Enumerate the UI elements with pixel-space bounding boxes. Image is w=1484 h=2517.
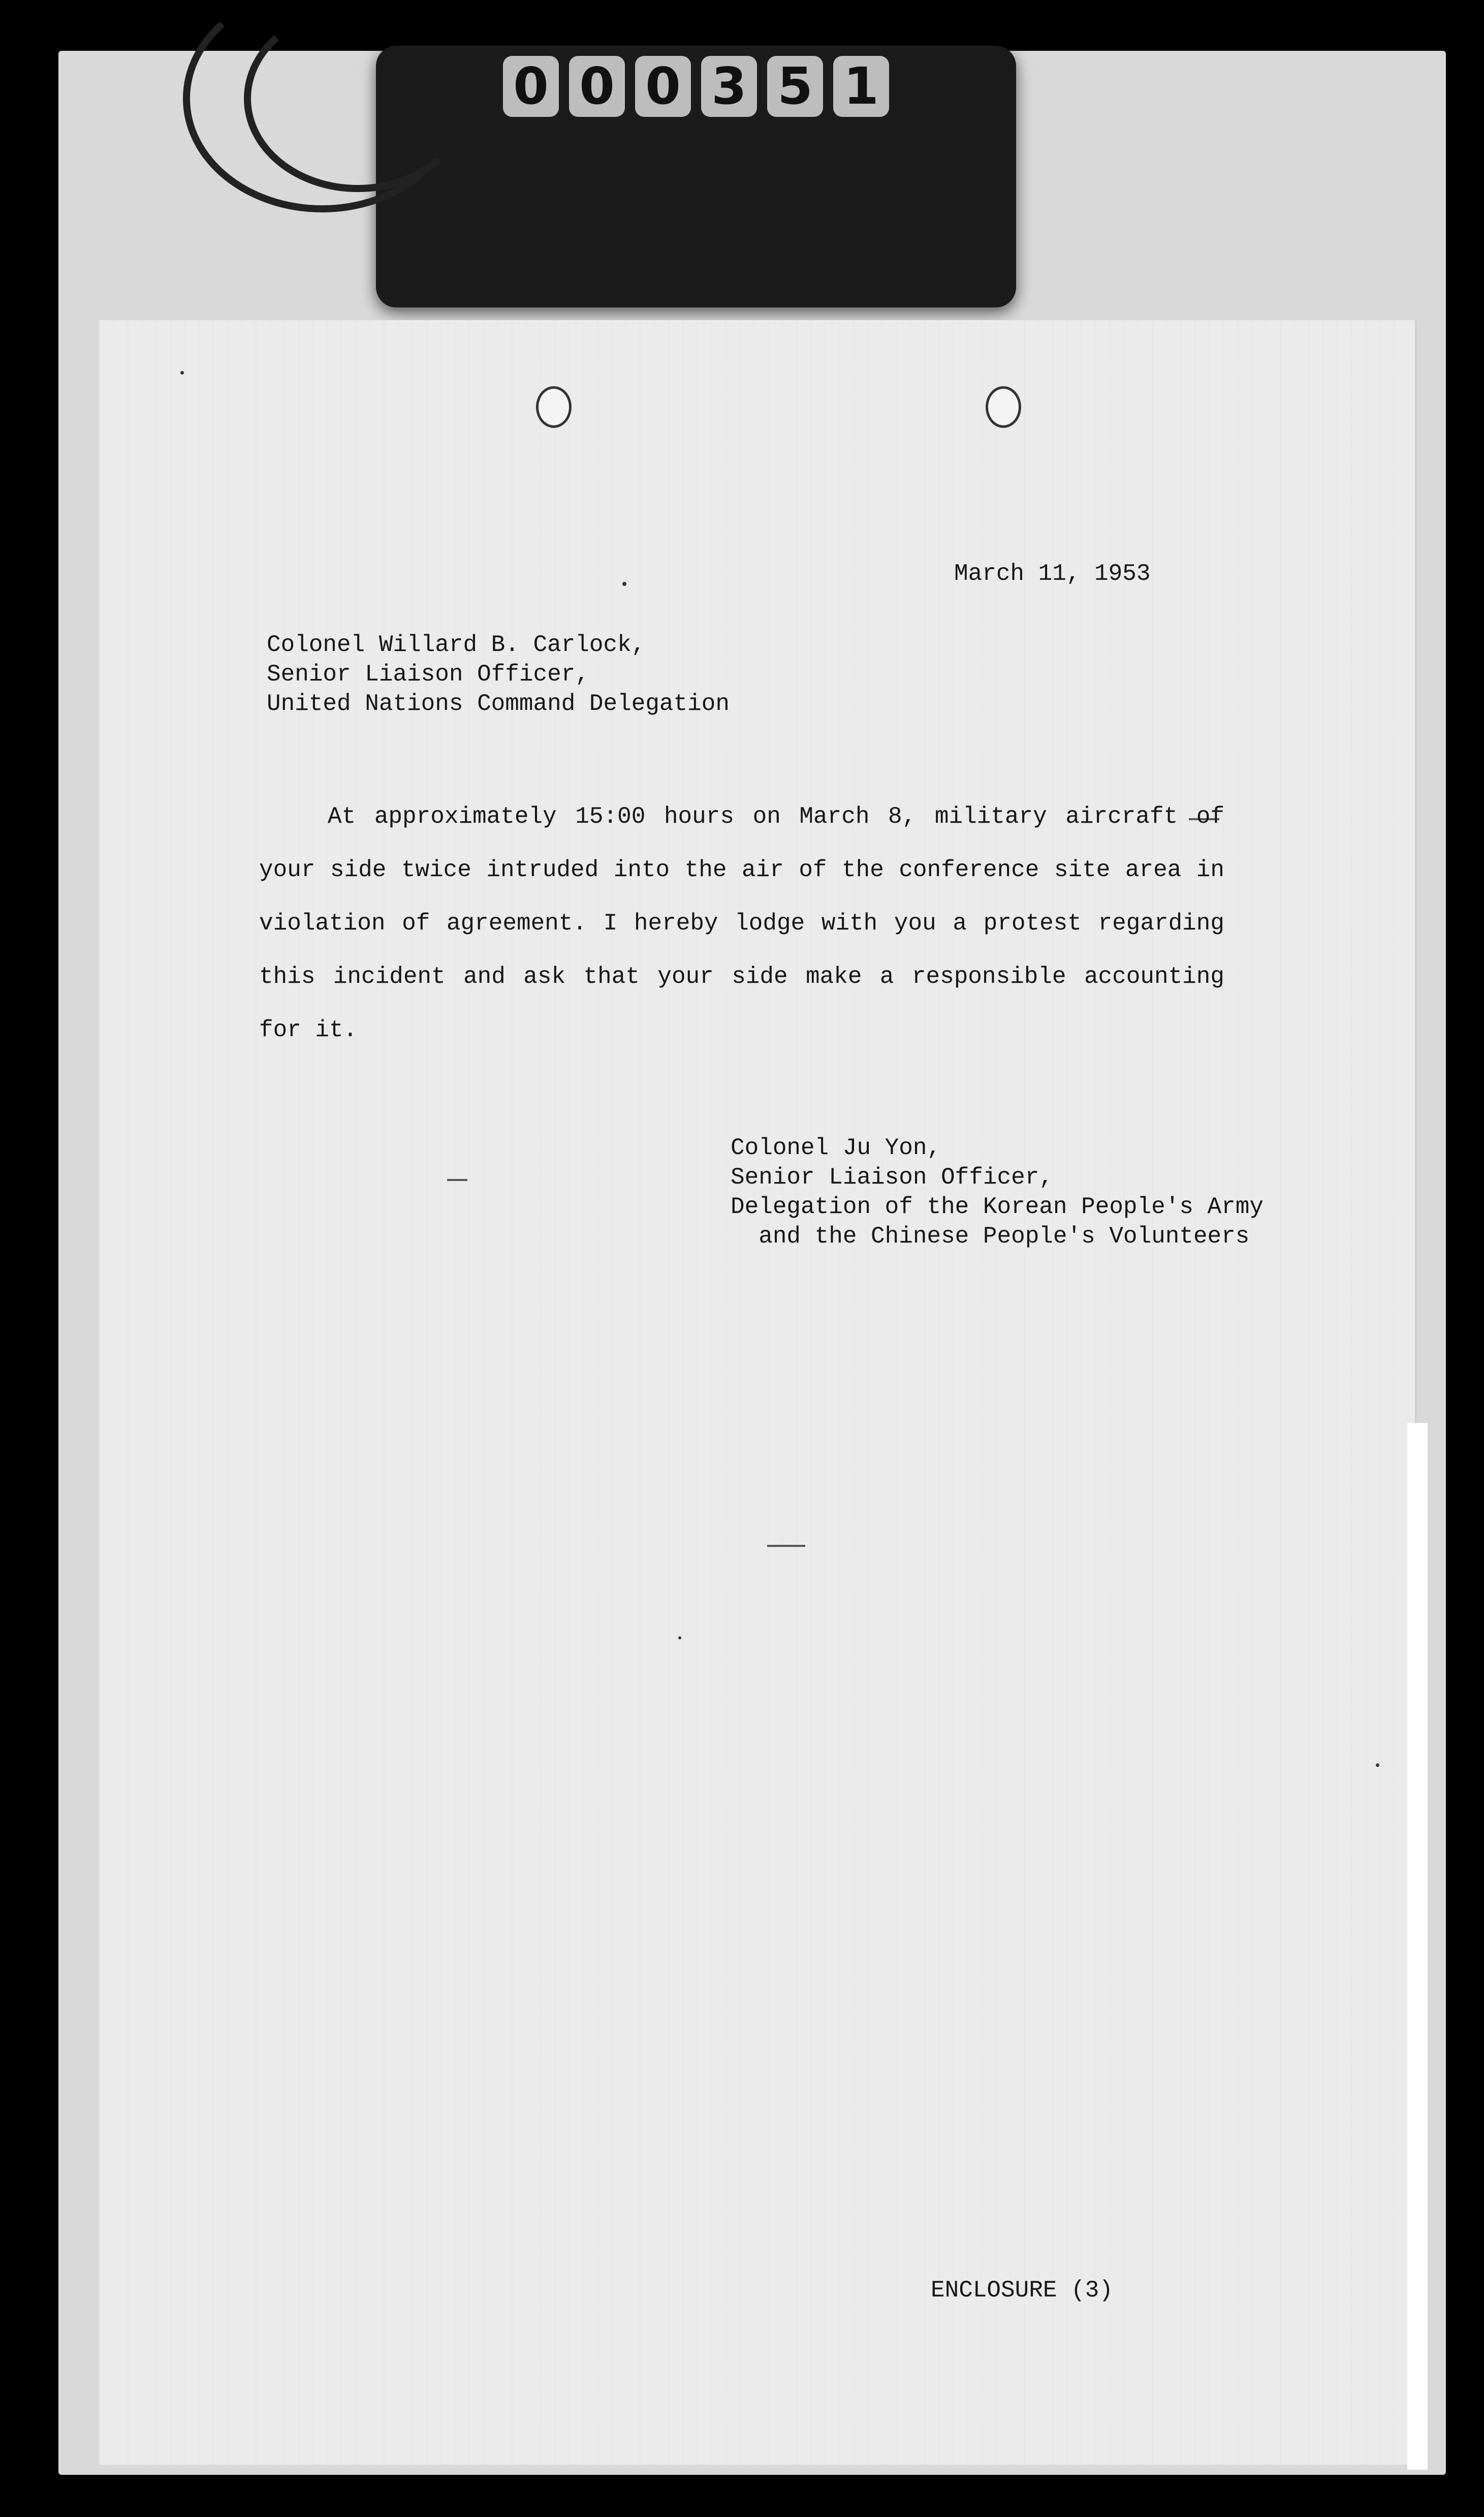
enclosure-label: ENCLOSURE (3) [931, 2277, 1113, 2304]
letter-date: March 11, 1953 [954, 561, 1151, 587]
counter-digit: 0 [569, 56, 625, 117]
page-edge [1407, 1423, 1428, 2470]
signatory-title: Senior Liaison Officer, [731, 1164, 1053, 1191]
addressee-organization: United Nations Command Delegation [267, 691, 730, 717]
stray-mark [447, 1179, 467, 1181]
signatory-name: Colonel Ju Yon, [731, 1135, 941, 1161]
speck [678, 1636, 681, 1639]
signatory-delegation: Delegation of the Korean People's Army [731, 1194, 1264, 1220]
frame-counter [376, 46, 1016, 307]
punch-hole [536, 386, 572, 428]
speck [180, 371, 184, 375]
counter-digit: 5 [767, 56, 823, 117]
stray-mark [767, 1545, 805, 1547]
counter-digit: 3 [701, 56, 757, 117]
counter-digit: 0 [503, 56, 559, 117]
counter-digit: 0 [635, 56, 691, 117]
letter-body: At approximately 15:00 hours on March 8, military aircraft of your side twice intruded into the air of the conference site area in violation of agreement. I hereby lodge with you a protest regarding this incident and ask that your side make a responsible accounting for it. [259, 803, 1224, 1043]
addressee-name: Colonel Willard B. Carlock, [267, 632, 646, 658]
addressee-title: Senior Liaison Officer, [267, 661, 589, 688]
speck [622, 582, 626, 586]
counter-digit: 1 [833, 56, 889, 117]
counter-cable [244, 5, 471, 192]
counter-digits [503, 56, 889, 117]
speck [1376, 1763, 1379, 1767]
punch-hole [986, 386, 1021, 428]
signatory-delegation-cont: and the Chinese People's Volunteers [731, 1223, 1250, 1250]
